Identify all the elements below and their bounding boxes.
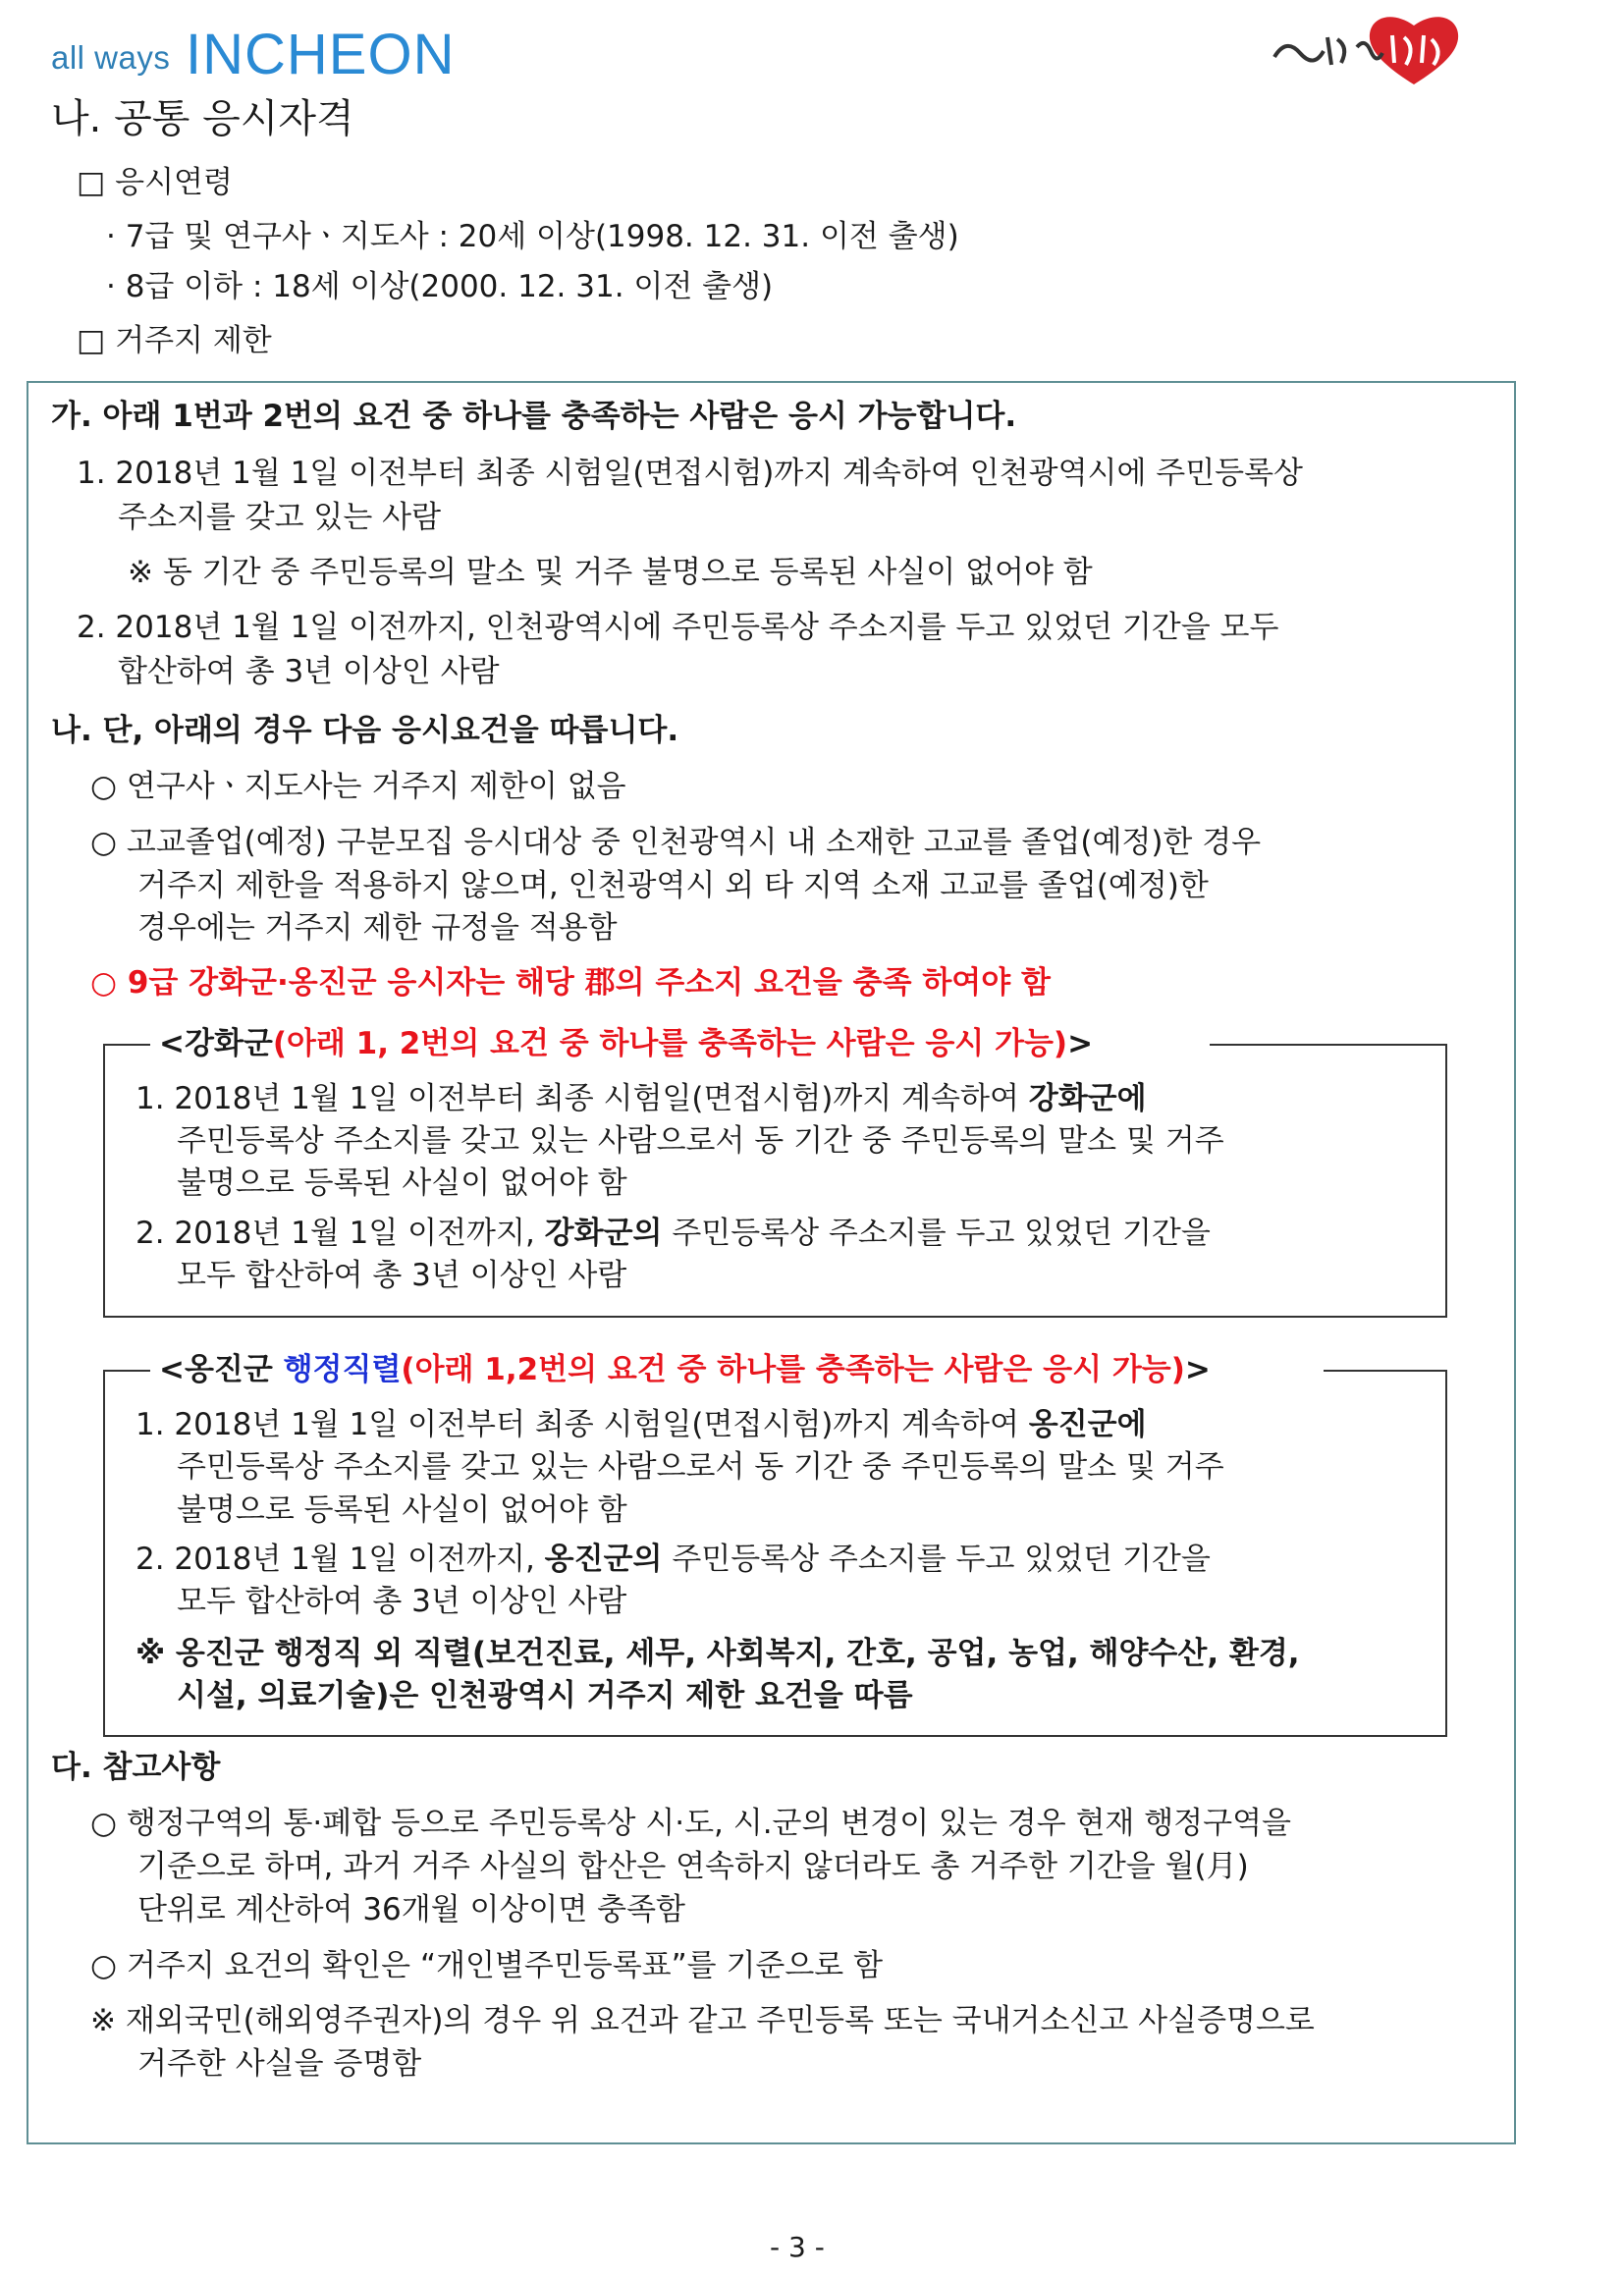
subsection-da-title: 다. 참고사항	[51, 1750, 221, 1785]
list-item-cont: 합산하여 총 3년 이상인 사람	[118, 654, 500, 689]
age-item: · 8급 이하 : 18세 이상(2000. 12. 31. 이전 출생)	[106, 269, 774, 304]
logo-tagline: all ways	[51, 39, 171, 76]
ongjin-title-job: 행정직렬	[283, 1352, 402, 1387]
item-text: 2. 2018년 1월 1일 이전까지,	[135, 1542, 545, 1577]
list-item	[135, 1405, 1147, 1444]
list-item-cont: 모두 합산하여 총 3년 이상인 사람	[177, 1584, 627, 1619]
list-item-cont: 주소지를 갖고 있는 사람	[118, 500, 442, 535]
list-item	[135, 1079, 1147, 1118]
ongjin-title-prefix: <옹진군	[159, 1352, 284, 1387]
bullet-item-cont: 경우에는 거주지 제한 규정을 적용함	[137, 910, 618, 946]
page-number: - 3 -	[770, 2231, 825, 2263]
list-item-cont: 불명으로 등록된 사실이 없어야 함	[177, 1165, 627, 1201]
bullet-item: ○ 고교졸업(예정) 구분모집 응시대상 중 인천광역시 내 소재한 고교를 졸업(예정)한 경우	[90, 825, 1262, 860]
item-text: 주민등록상 주소지를 두고 있었던 기간을	[662, 1542, 1211, 1577]
note: ※ 동 기간 중 주민등록의 말소 및 거주 불명으로 등록된 사실이 없어야 함	[128, 555, 1093, 590]
note-cont: 거주한 사실을 증명함	[137, 2046, 422, 2082]
item-emphasis: 강화군에	[1028, 1081, 1147, 1116]
ongjin-title-suffix: >	[1184, 1352, 1211, 1387]
list-item: 2. 2018년 1월 1일 이전까지, 인천광역시에 주민등록상 주소지를 두고 있었던 기간을 모두	[77, 610, 1279, 645]
list-item	[135, 1214, 1211, 1253]
logo-wordmark: INCHEON	[186, 23, 456, 86]
item-text: 주민등록상 주소지를 두고 있었던 기간을	[662, 1216, 1211, 1251]
ongjin-note-cont: 시설, 의료기술)은 인천광역시 거주지 제한 요건을 따름	[177, 1678, 913, 1713]
list-item: 1. 2018년 1월 1일 이전부터 최종 시험일(면접시험)까지 계속하여 인천광역시에 주민등록상	[77, 456, 1304, 491]
ganghwa-title	[159, 1024, 1093, 1063]
ganghwa-title-prefix: <강화군	[159, 1026, 273, 1061]
list-item-cont: 불명으로 등록된 사실이 없어야 함	[177, 1492, 627, 1528]
heart-seal-icon	[1267, 8, 1473, 90]
list-item-cont: 주민등록상 주소지를 갖고 있는 사람으로서 동 기간 중 주민등록의 말소 및 거주	[177, 1123, 1224, 1159]
item-emphasis: 옹진군의	[544, 1542, 663, 1577]
bullet-item: ○ 행정구역의 통·폐합 등으로 주민등록상 시·도, 시.군의 변경이 있는 경우 현재 행정구역을	[90, 1806, 1291, 1841]
ongjin-title-condition: (아래 1,2번의 요건 중 하나를 충족하는 사람은 응시 가능)	[401, 1352, 1185, 1387]
ongjin-title	[159, 1350, 1211, 1389]
subsection-ga-title: 가. 아래 1번과 2번의 요건 중 하나를 충족하는 사람은 응시 가능합니다.	[51, 399, 1017, 434]
item-text: 1. 2018년 1월 1일 이전부터 최종 시험일(면접시험)까지 계속하여	[135, 1081, 1029, 1116]
subsection-na-title: 나. 단, 아래의 경우 다음 응시요건을 따릅니다.	[51, 713, 679, 748]
bullet-item-highlight: ○ 9급 강화군·옹진군 응시자는 해당 郡의 주소지 요건을 충족 하여야 함	[90, 965, 1051, 1001]
age-heading: □ 응시연령	[77, 165, 233, 200]
bullet-item-cont: 단위로 계산하여 36개월 이상이면 충족함	[137, 1892, 685, 1927]
item-emphasis: 강화군의	[544, 1216, 663, 1251]
list-item-cont: 모두 합산하여 총 3년 이상인 사람	[177, 1258, 627, 1293]
ganghwa-title-condition: (아래 1, 2번의 요건 중 하나를 충족하는 사람은 응시 가능)	[272, 1026, 1068, 1061]
bullet-item: ○ 연구사ㆍ지도사는 거주지 제한이 없음	[90, 769, 626, 804]
list-item-cont: 주민등록상 주소지를 갖고 있는 사람으로서 동 기간 중 주민등록의 말소 및 거주	[177, 1449, 1224, 1485]
bullet-item-cont: 거주지 제한을 적용하지 않으며, 인천광역시 외 타 지역 소재 고교를 졸업(예정)한	[137, 868, 1209, 903]
note: ※ 재외국민(해외영주권자)의 경우 위 요건과 같고 주민등록 또는 국내거소신고 사실증명으로	[90, 2003, 1315, 2038]
section-title: 나. 공통 응시자격	[51, 96, 354, 141]
age-item: · 7급 및 연구사ㆍ지도사 : 20세 이상(1998. 12. 31. 이전 출생)	[106, 219, 959, 254]
ongjin-note: ※ 옹진군 행정직 외 직렬(보건진료, 세무, 사회복지, 간호, 공업, 농업, 해양수산, 환경,	[135, 1636, 1300, 1671]
ganghwa-title-suffix: >	[1067, 1026, 1094, 1061]
residence-heading: □ 거주지 제한	[77, 323, 272, 358]
bullet-item: ○ 거주지 요건의 확인은 “개인별주민등록표”를 기준으로 함	[90, 1948, 884, 1983]
list-item	[135, 1540, 1211, 1579]
bullet-item-cont: 기준으로 하며, 과거 거주 사실의 합산은 연속하지 않더라도 총 거주한 기간을 월(月)	[137, 1849, 1249, 1884]
item-emphasis: 옹진군에	[1028, 1407, 1147, 1442]
item-text: 1. 2018년 1월 1일 이전부터 최종 시험일(면접시험)까지 계속하여	[135, 1407, 1029, 1442]
item-text: 2. 2018년 1월 1일 이전까지,	[135, 1216, 545, 1251]
